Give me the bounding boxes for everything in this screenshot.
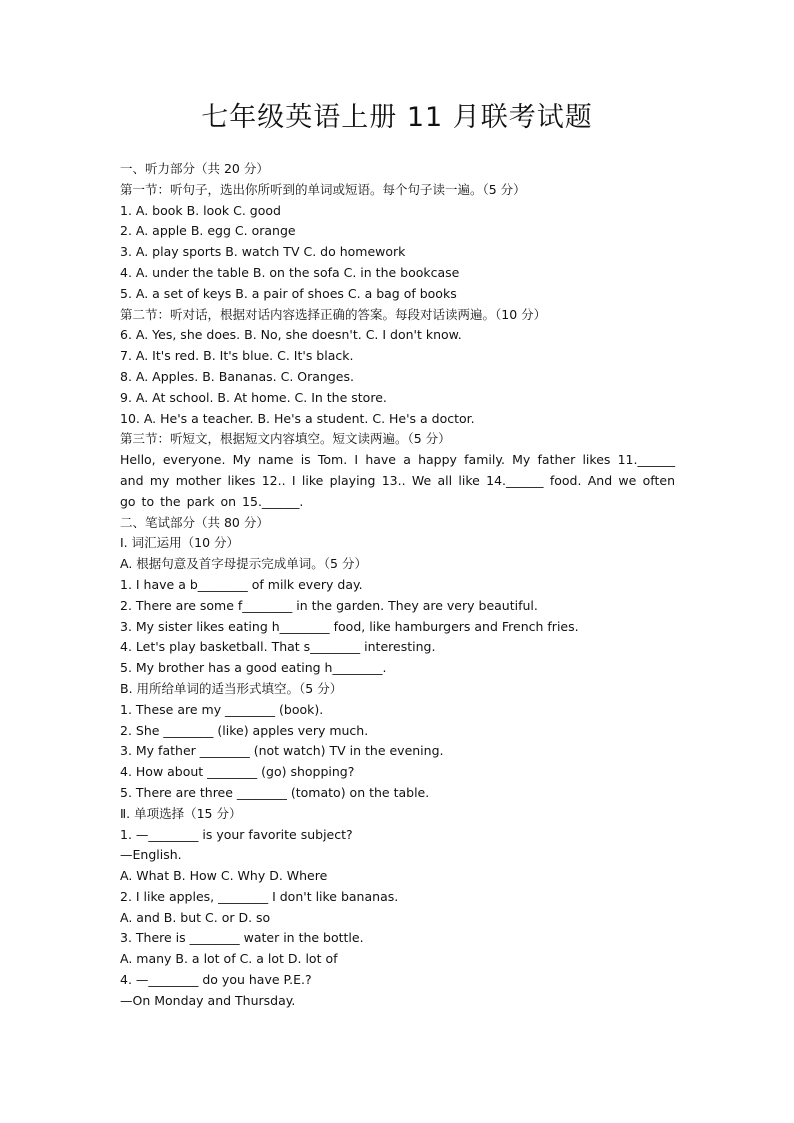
question-line: 2. She ________ (like) apples very much. [120,722,369,738]
question-line: 6. A. Yes, she does. B. No, she doesn't. C. I don't know. [120,327,462,343]
question-line: 4. A. under the table B. on the sofa C. in the bookcase [120,264,460,280]
answer-line: —On Monday and Thursday. [120,992,296,1008]
section-heading: 一、听力部分（共 20 分） [120,161,269,176]
question-line: 5. A. a set of keys B. a pair of shoes C. a bag of books [120,285,457,301]
subsection-heading: Ⅰ. 词汇运用（10 分） [120,535,240,551]
exam-content [120,159,675,1012]
options-line: A. What B. How C. Why D. Where [120,868,328,884]
subsection-heading: 第一节：听句子，选出你所听到的单词或短语。每个句子读一遍。（5 分） [120,181,526,197]
question-line: 4. How about ________ (go) shopping? [120,764,355,780]
question-line: 1. A. book B. look C. good [120,202,281,218]
subsection-heading: B. 用所给单词的适当形式填空。（5 分） [120,680,343,696]
listening-passage: Hello, everyone. My name is Tom. I have a happy family. My father likes 11.______ and my mother likes 12.. I like playing 13.. We all like 14.______ food. And we often go to the park on 15.______. [120,452,675,509]
question-line: 5. There are three ________ (tomato) on the table. [120,784,430,800]
question-line: 4. —________ do you have P.E.? [120,972,312,988]
question-line: 3. There is ________ water in the bottle. [120,930,364,946]
subsection-heading: Ⅱ. 单项选择（15 分） [120,805,242,821]
options-line: A. and B. but C. or D. so [120,909,271,925]
question-line: 9. A. At school. B. At home. C. In the store. [120,389,387,405]
question-line: 3. My father ________ (not watch) TV in the evening. [120,743,444,759]
question-line: 7. A. It's red. B. It's blue. C. It's black. [120,348,354,364]
question-line: 2. I like apples, ________ I don't like bananas. [120,888,399,904]
answer-line: —English. [120,847,182,863]
options-line: A. many B. a lot of C. a lot D. lot of [120,951,338,967]
page-title: 七年级英语上册 11 月联考试题 [201,102,593,133]
question-line: 2. A. apple B. egg C. orange [120,223,296,239]
question-line: 8. A. Apples. B. Bananas. C. Oranges. [120,368,354,384]
question-line: 10. A. He's a teacher. B. He's a student. C. He's a doctor. [120,410,475,426]
question-line: 2. There are some f________ in the garden. They are very beautiful. [120,597,538,613]
question-line: 1. These are my ________ (book). [120,701,324,717]
question-line: 3. My sister likes eating h________ food, like hamburgers and French fries. [120,618,579,634]
section-heading: 二、笔试部分（共 80 分） [120,514,269,530]
question-line: 5. My brother has a good eating h________. [120,660,387,676]
question-line: 3. A. play sports B. watch TV C. do homework [120,244,406,260]
subsection-heading: 第二节：听对话，根据对话内容选择正确的答案。每段对话读两遍。（10 分） [120,306,547,322]
question-line: 1. I have a b________ of milk every day. [120,576,363,592]
question-line: 4. Let's play basketball. That s________ interesting. [120,639,436,655]
question-line: 1. —________ is your favorite subject? [120,826,353,842]
subsection-heading: A. 根据句意及首字母提示完成单词。（5 分） [120,556,367,572]
subsection-heading: 第三节：听短文，根据短文内容填空。短文读两遍。（5 分） [120,431,451,447]
